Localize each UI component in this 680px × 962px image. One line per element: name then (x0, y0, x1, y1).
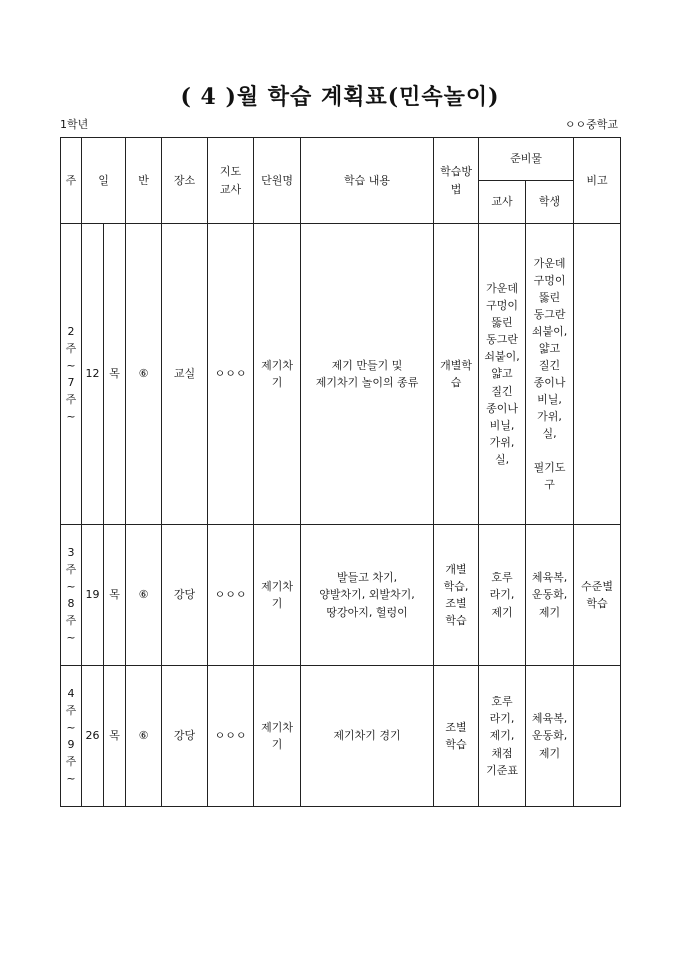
header-day: 일 (82, 138, 126, 224)
header-unit: 단원명 (254, 138, 301, 224)
class-cell: ⑥ (126, 525, 162, 666)
method-cell: 개별학 습 (434, 224, 479, 525)
place-cell: 교실 (162, 224, 208, 525)
header-materials: 준비물 (479, 138, 574, 181)
materials-teacher-cell: 가운데 구멍이 뚫린 동그란 쇠붙이, 얇고 질긴 종이나 비닐, 가위, 실, (479, 224, 526, 525)
unit-cell: 제기차 기 (254, 525, 301, 666)
header-place: 장소 (162, 138, 208, 224)
content-cell: 발들고 차기, 양발차기, 외발차기, 땅강아지, 헐렁이 (301, 525, 434, 666)
unit-cell: 제기차 기 (254, 224, 301, 525)
date-cell: 12 (82, 224, 104, 525)
header-materials-student: 학생 (526, 181, 574, 224)
header-materials-teacher: 교사 (479, 181, 526, 224)
grade-label: 1학년 (60, 118, 89, 131)
materials-teacher-cell: 호루 라기, 제기 (479, 525, 526, 666)
method-cell: 개별 학습, 조별 학습 (434, 525, 479, 666)
unit-cell: 제기차 기 (254, 666, 301, 807)
materials-teacher-cell: 호루 라기, 제기, 채점 기준표 (479, 666, 526, 807)
date-cell: 26 (82, 666, 104, 807)
table-row (61, 224, 621, 525)
date-cell: 19 (82, 525, 104, 666)
place-cell: 강당 (162, 525, 208, 666)
header-teacher: 지도 교사 (208, 138, 254, 224)
week-cell: 2 주 ~ 7 주 ~ (61, 224, 82, 525)
header-content: 학습 내용 (301, 138, 434, 224)
content-cell: 제기 만들기 및 제기차기 놀이의 종류 (301, 224, 434, 525)
content-cell: 제기차기 경기 (301, 666, 434, 807)
table-row (61, 525, 621, 666)
header-class: 반 (126, 138, 162, 224)
materials-student-cell: 체육복, 운동화, 제기 (526, 525, 574, 666)
teacher-cell: ㅇㅇㅇ (208, 224, 254, 525)
header-week: 주 (61, 138, 82, 224)
header-method: 학습방 법 (434, 138, 479, 224)
method-cell: 조별 학습 (434, 666, 479, 807)
note-cell (574, 666, 621, 807)
page-title: ( 4 )월 학습 계획표(민속놀이) (180, 84, 500, 110)
materials-student-cell: 가운데 구멍이 뚫린 동그란 쇠붙이, 얇고 질긴 종이나 비닐, 가위, 실, 필기도 구 (526, 224, 574, 525)
weekday-cell: 목 (104, 224, 126, 525)
school-label: ㅇㅇ중학교 (564, 118, 618, 131)
table-row (61, 666, 621, 807)
note-cell (574, 224, 621, 525)
weekday-cell: 목 (104, 525, 126, 666)
class-cell: ⑥ (126, 224, 162, 525)
materials-student-cell: 체육복, 운동화, 제기 (526, 666, 574, 807)
note-cell: 수준별 학습 (574, 525, 621, 666)
teacher-cell: ㅇㅇㅇ (208, 525, 254, 666)
lesson-plan-table (60, 137, 621, 807)
week-cell: 3 주 ~ 8 주 ~ (61, 525, 82, 666)
header-note: 비고 (574, 138, 621, 224)
week-cell: 4 주 ~ 9 주 ~ (61, 666, 82, 807)
weekday-cell: 목 (104, 666, 126, 807)
class-cell: ⑥ (126, 666, 162, 807)
teacher-cell: ㅇㅇㅇ (208, 666, 254, 807)
place-cell: 강당 (162, 666, 208, 807)
